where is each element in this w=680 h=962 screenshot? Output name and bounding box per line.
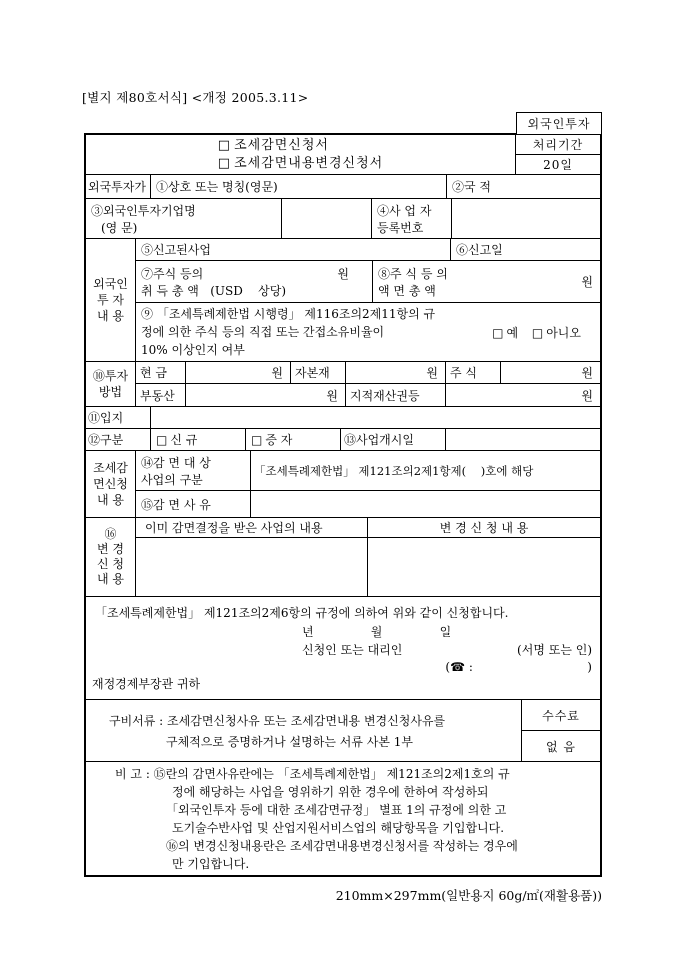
- real-estate-unit: 원: [326, 388, 338, 403]
- trade-name-field[interactable]: [151, 175, 447, 198]
- ownership-ratio-text: ⑨ 「조세특례제한법 시행령」 제116조의2제11항의 규 정에 의한 주식 등의 직접 또는 간접소유비율이 10% 이상인지 여부: [141, 307, 436, 357]
- cash-label: 현 금: [136, 362, 186, 383]
- corner-investor-tag: 외국인투자: [516, 112, 602, 134]
- capital-goods-unit: 원: [426, 366, 438, 380]
- nationality-field[interactable]: [447, 175, 600, 198]
- recipient-label: 재정경제부장관 귀하: [92, 677, 201, 691]
- exemption-reason-input[interactable]: [251, 491, 600, 517]
- business-reg-input[interactable]: [452, 199, 600, 238]
- exemption-target-value[interactable]: 「조세특례제한법」 제121조의2제1항제( )호에 해당: [254, 463, 534, 478]
- declaration-statement: 「조세특례제한법」 제121조의2제6항의 규정에 의하여 위와 같이 신청합니다.: [95, 606, 509, 620]
- title-row: [86, 135, 600, 175]
- new-option-cell: [151, 429, 246, 450]
- investment-method-label: ⑩투자 방법: [86, 362, 136, 406]
- form-reference: [별지 제80호서식] <개정 2005.3.11>: [82, 90, 309, 105]
- investment-section-label: 외국인 투 자 내 용: [86, 239, 136, 361]
- face-value-field[interactable]: [373, 261, 600, 302]
- increase-option-cell: [246, 429, 341, 450]
- declared-business-field[interactable]: [136, 239, 451, 260]
- exemption-target-label: ⑭감 면 대 상 사업의 구분: [136, 451, 251, 490]
- note-block: 비 고 : ⑮란의 감면사유란에는 「조세특례제한법」 제121조의2제1호의 규 정에 해당하는 사업을 영위하기 위한 경우에 한하여 작성하되 「외국인투자 등에 대한 조세감면규정」 별표 1의 규정에 의한 고 도기술수반사업 및 산업지원서비스업의 해당항목을 기입합니다. ⑯의 변경신청내용란은 조세감면내용변경신청서를 작성하는 경우에 만 기입합니다.: [115, 766, 518, 871]
- signature-label: (서명 또는 인): [517, 643, 592, 657]
- classification-row: [86, 429, 600, 451]
- stock-label: 주 식: [446, 362, 501, 383]
- exemption-application-checkbox[interactable]: □: [217, 137, 232, 153]
- declared-business-label: ⑤신고된사업: [141, 243, 211, 257]
- company-row: [86, 199, 600, 239]
- ratio-no-label: 아니오: [546, 325, 581, 340]
- exemption-section-label: 조세감 면신청 내 용: [86, 451, 136, 517]
- processing-period-label: 처리기간: [516, 135, 600, 155]
- location-row: [86, 407, 600, 429]
- processing-period-value: 20일: [543, 158, 573, 172]
- stock-unit: 원: [581, 366, 593, 380]
- change-request-header: 변 경 신 청 내 용: [439, 521, 529, 535]
- investment-method-section: [86, 362, 600, 407]
- investment-section: [86, 239, 600, 362]
- date-line[interactable]: 년 월 일: [302, 624, 452, 639]
- report-date-label: ⑥신고일: [456, 243, 503, 257]
- business-reg-label: ④사 업 자 등록번호: [372, 199, 452, 238]
- application-form-table: [84, 133, 602, 877]
- exemption-section: [86, 451, 600, 518]
- phone-field[interactable]: (☎ : ): [445, 659, 592, 674]
- change-section-label: ⑯ 변 경 신 청 내 용: [86, 518, 136, 596]
- increase-label: 증 자: [265, 433, 293, 447]
- fee-label: 수수료: [522, 700, 600, 731]
- change-section: [86, 518, 600, 597]
- existing-content-header: 이미 감면결정을 받은 사업의 내용: [136, 518, 368, 537]
- ip-label: 지적재산권등: [346, 384, 446, 406]
- change-request-input[interactable]: [368, 538, 600, 596]
- company-name-label: ③외국인투자기업명 (영 문): [86, 199, 282, 238]
- fee-box: [522, 700, 600, 761]
- cash-unit: 원: [271, 366, 283, 380]
- face-value-label: ⑧주 식 등 의 액 면 총 액: [378, 266, 448, 298]
- cash-amount-input[interactable]: [186, 362, 291, 383]
- new-label: 신 규: [170, 433, 198, 447]
- company-name-input[interactable]: [282, 199, 372, 238]
- change-application-checkbox[interactable]: □: [217, 155, 232, 171]
- fee-value: 없 음: [546, 739, 576, 754]
- acquisition-usd-label: 취 득 총 액 (USD 상당): [141, 283, 287, 298]
- form-table-wrap: [84, 117, 602, 877]
- attachments-row: [86, 700, 600, 762]
- ip-unit: 원: [581, 388, 593, 403]
- acquisition-amount-field[interactable]: [136, 261, 373, 302]
- ownership-ratio-field: [136, 303, 600, 361]
- applicant-line: [86, 641, 600, 658]
- acquisition-amount-unit: 원: [337, 266, 349, 281]
- new-checkbox[interactable]: □: [156, 432, 168, 447]
- report-date-field[interactable]: [451, 239, 600, 260]
- business-start-date-label: ⑬사업개시일: [341, 429, 446, 450]
- paper-spec: 210mm×297mm(일반용지 60g/㎡(재활용품)): [335, 888, 602, 903]
- increase-checkbox[interactable]: □: [251, 432, 263, 447]
- declaration-block: [86, 597, 600, 699]
- real-estate-amount-input[interactable]: [186, 384, 346, 406]
- declaration-row: [86, 597, 600, 700]
- capital-goods-amount-input[interactable]: [346, 362, 446, 383]
- ip-amount-input[interactable]: [446, 384, 600, 406]
- existing-content-input[interactable]: [136, 538, 368, 596]
- ratio-choices: [492, 324, 595, 341]
- classification-label: ⑫구분: [86, 429, 151, 450]
- ratio-yes-checkbox[interactable]: □: [492, 325, 504, 340]
- capital-goods-label: 자본재: [291, 362, 346, 383]
- exemption-application-label: 조세감면신청서: [234, 137, 329, 153]
- investor-row: [86, 175, 600, 199]
- real-estate-label: 부동산: [136, 384, 186, 406]
- processing-period-box: [516, 135, 600, 174]
- note-row: [86, 762, 600, 875]
- business-start-date-input[interactable]: [446, 429, 600, 450]
- face-value-unit: 원: [581, 275, 593, 289]
- trade-name-label: ①상호 또는 명칭(영문): [156, 180, 278, 194]
- change-application-label: 조세감면내용변경신청서: [234, 155, 384, 171]
- stock-amount-input[interactable]: [501, 362, 600, 383]
- foreign-investor-label: 외국투자가: [86, 175, 151, 198]
- attachments-text: 구비서류 : 조세감면신청사유 또는 조세감면내용 변경신청사유를 구체적으로 증명하거나 설명하는 서류 사본 1부: [86, 700, 522, 761]
- form-title: [86, 135, 516, 174]
- ratio-yes-label: 예: [506, 325, 519, 340]
- applicant-label: 신청인 또는 대리인: [302, 643, 403, 657]
- location-input[interactable]: [151, 407, 600, 428]
- nationality-label: ②국 적: [452, 180, 491, 194]
- location-label: ⑪입지: [86, 407, 151, 428]
- acquisition-amount-label: ⑦주식 등의: [141, 266, 204, 281]
- ratio-no-checkbox[interactable]: □: [531, 325, 544, 340]
- exemption-reason-label: ⑮감 면 사 유: [136, 491, 251, 517]
